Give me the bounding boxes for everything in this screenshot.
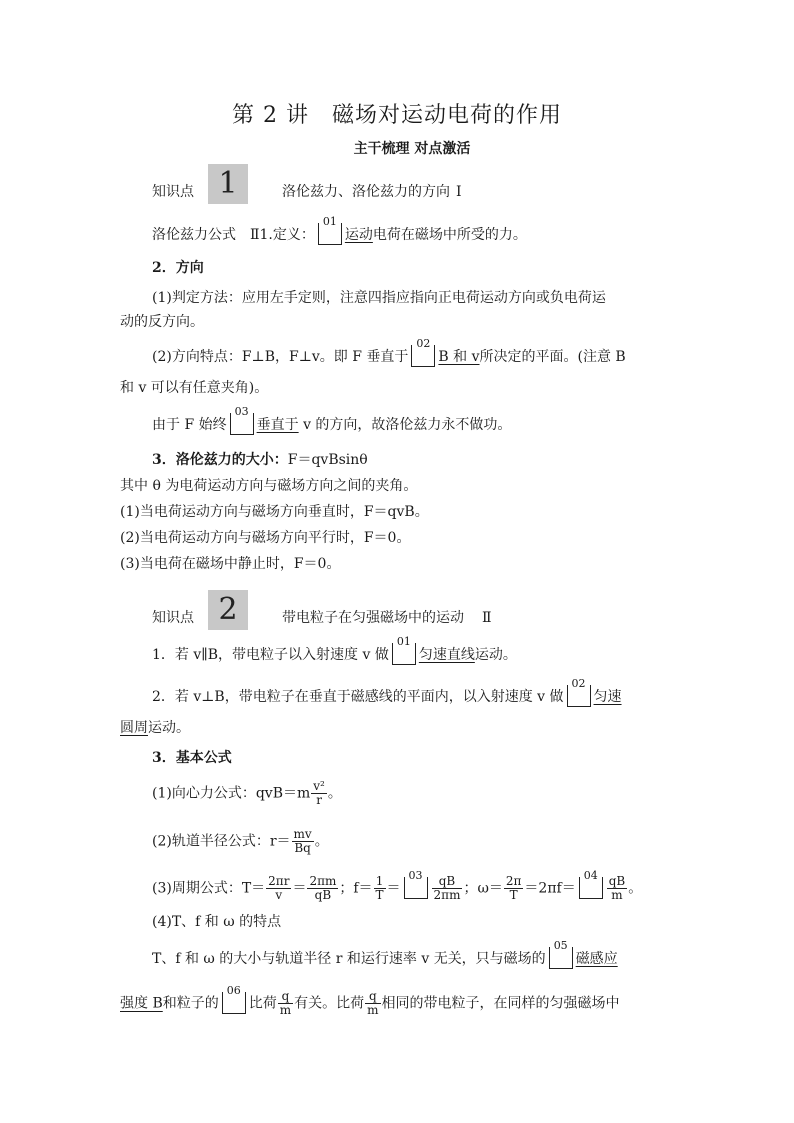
answer-box: 05	[549, 947, 573, 969]
direction-text-2b: 和 v 可以有任意夹角)。	[120, 380, 269, 396]
direction-text-3: 由于 F 始终 03 垂直于 v 的方向，故洛伦兹力永不做功。	[152, 405, 512, 433]
kp-number-badge: 2	[208, 590, 248, 630]
answer-box: 04	[579, 877, 603, 899]
answer-box: 02	[567, 685, 591, 707]
answer-text: 运动	[344, 227, 373, 243]
magnitude-line: (1)当电荷运动方向与磁场方向垂直时，F＝qvB。	[120, 504, 429, 520]
motion-case-2: 2．若 v⊥B，带电粒子在垂直于磁感线的平面内，以入射速度 v 做 02 匀速	[152, 677, 622, 705]
kp-label: 知识点	[152, 184, 194, 200]
kp-label: 知识点	[152, 610, 194, 626]
characteristics-text-1: T、f 和 ω 的大小与轨道半径 r 和运行速率 v 无关，只与磁场的 05 磁感应	[152, 939, 618, 967]
characteristics-heading: (4)T、f 和 ω 的特点	[152, 914, 282, 930]
kp-level: Ⅰ	[456, 184, 462, 200]
direction-text-1b: 动的反方向。	[120, 314, 204, 330]
formula-period: (3)周期公式：T＝ $\frac{2\pi r}{v}$ ＝ $\frac{2\pi m}{qB}$ ；f＝ $\frac{1}{T}$ ＝ 03 $\frac{qB}{2\pi m}$ ；ω＝ $\frac{2\pi}{T}$ ＝2πf＝ 04 $\frac{qB}{m}$ 。	[152, 868, 643, 902]
direction-heading: 2．方向	[152, 260, 204, 276]
magnitude-line: (3)当电荷在磁场中静止时，F＝0。	[120, 556, 341, 572]
answer-box: 01	[318, 223, 342, 245]
magnitude-line: (2)当电荷运动方向与磁场方向平行时，F＝0。	[120, 530, 411, 546]
magnitude-line: 其中 θ 为电荷运动方向与磁场方向之间的夹角。	[120, 478, 418, 494]
answer-text: 匀速直线	[418, 647, 475, 663]
kp-level: Ⅱ	[482, 610, 492, 626]
answer-box: 01	[392, 643, 416, 665]
answer-text: 匀速	[593, 689, 622, 705]
knowledge-point-1	[152, 166, 462, 212]
knowledge-point-2	[152, 592, 492, 638]
answer-text: 磁感应	[575, 951, 618, 967]
direction-text-2: (2)方向特点：F⊥B，F⊥v。即 F 垂直于 02 B 和 v所决定的平面。(注意 B	[152, 337, 626, 365]
direction-text-1a: (1)判定方法：应用左手定则，注意四指应指向正电荷运动方向或负电荷运	[152, 290, 606, 306]
characteristics-text-2: 强度 B和粒子的 06 比荷 $\frac{q}{m}$ 有关。比荷 $\frac{q}{m}$ 相同的带电粒子，在同样的匀强磁场中	[120, 983, 620, 1017]
kp-topic: 洛伦兹力、洛伦兹力的方向	[282, 184, 450, 200]
answer-box: 03	[404, 877, 428, 899]
motion-case-1: 1．若 v∥B，带电粒子以入射速度 v 做 01 匀速直线运动。	[152, 635, 517, 663]
kp-topic: 带电粒子在匀强磁场中的运动	[282, 610, 464, 626]
kp-number-badge: 1	[208, 164, 248, 204]
answer-box: 03	[230, 413, 254, 435]
motion-case-2b: 圆周运动。	[120, 720, 190, 736]
magnitude-heading: 3．洛伦兹力的大小：F＝qvBsinθ	[152, 452, 368, 468]
basic-formulas-heading: 3．基本公式	[152, 750, 232, 766]
answer-text: B 和 v	[438, 349, 480, 365]
page-title: 第 2 讲 磁场对运动电荷的作用	[232, 103, 562, 128]
answer-box: 06	[222, 992, 246, 1014]
answer-text: 垂直于	[256, 417, 299, 433]
formula-centripetal: (1)向心力公式：qvB＝m $\frac{\text{v²}}{r}$ 。	[152, 779, 342, 807]
formula-definition-line: 洛伦兹力公式 Ⅱ1.定义： 01 运动电荷在磁场中所受的力。	[152, 215, 527, 243]
answer-box: 02	[411, 345, 435, 367]
section-subtitle: 主干梳理 对点激活	[353, 141, 471, 157]
formula-radius: (2)轨道半径公式：r＝ $\frac{mv}{Bq}$ 。	[152, 827, 329, 855]
